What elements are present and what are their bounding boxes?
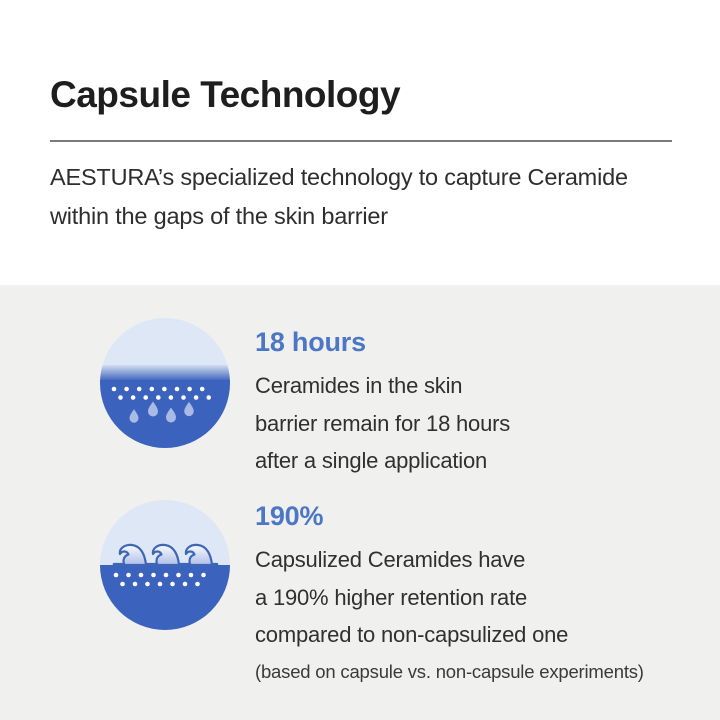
feature-line: barrier remain for 18 hours (255, 410, 511, 436)
feature-line: a 190% higher retention rate (255, 584, 528, 610)
feature-footnote: (based on capsule vs. non-capsule experiments) (255, 660, 644, 682)
subtitle (50, 158, 690, 236)
feature-line: Capsulized Ceramides have (255, 547, 526, 572)
waves-retention-icon (100, 500, 230, 630)
feature-line: Ceramides in the skin (255, 373, 463, 398)
subtitle-line: AESTURA’s specialized technology to capture Ceramide (50, 164, 628, 190)
skin-barrier-droplets-icon (100, 318, 230, 448)
feature-line: compared to non-capsulized one (255, 622, 569, 647)
feature-block-18-hours (255, 327, 510, 480)
feature-block-190-percent (255, 501, 644, 683)
feature-line: after a single application (255, 448, 488, 473)
divider (50, 140, 672, 142)
feature-heading: 190% (255, 501, 324, 531)
feature-heading: 18 hours (255, 327, 366, 357)
subtitle-line: within the gaps of the skin barrier (50, 203, 388, 229)
page-title: Capsule Technology (50, 74, 401, 115)
